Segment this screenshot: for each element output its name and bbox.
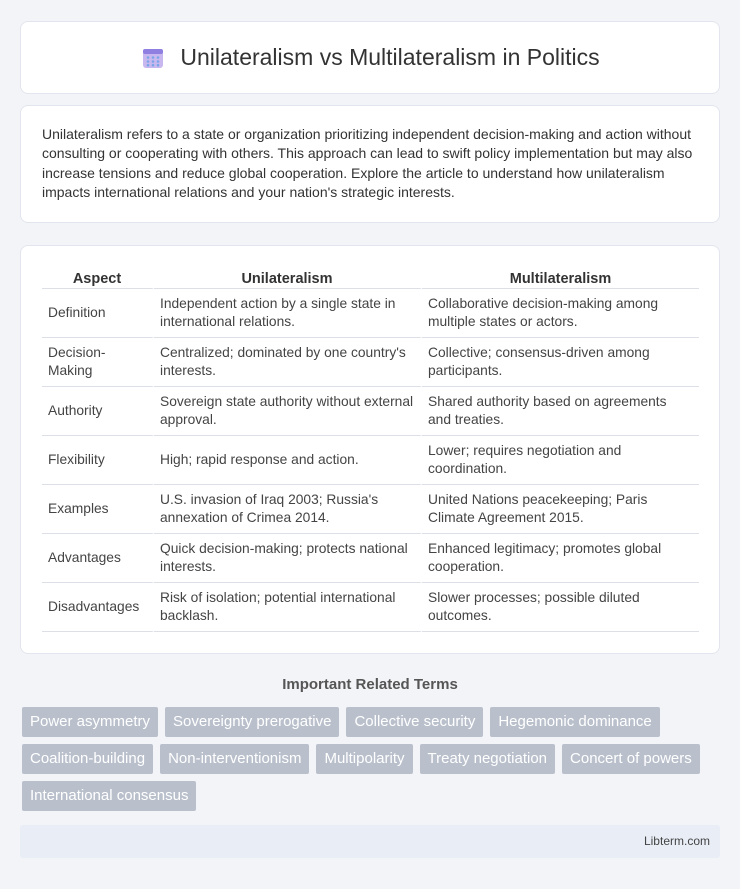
column-header-unilateralism: Unilateralism <box>154 264 422 289</box>
aspect-cell: Definition <box>42 289 154 338</box>
table-row <box>42 387 699 436</box>
aspect-cell: Disadvantages <box>42 583 154 632</box>
column-header-multilateralism: Multilateralism <box>422 264 699 289</box>
multilateralism-cell: Lower; requires negotiation and coordination. <box>422 436 699 485</box>
comparison-table-card <box>20 245 720 654</box>
table-row <box>42 583 699 632</box>
title-card <box>20 21 720 94</box>
multilateralism-cell: United Nations peacekeeping; Paris Climate Agreement 2015. <box>422 485 699 534</box>
related-term-tag[interactable]: International consensus <box>22 781 196 811</box>
related-terms-list <box>22 707 722 811</box>
aspect-cell: Flexibility <box>42 436 154 485</box>
related-terms-heading: Important Related Terms <box>282 676 458 693</box>
table-row <box>42 338 699 387</box>
unilateralism-cell: Centralized; dominated by one country's interests. <box>154 338 422 387</box>
related-term-tag[interactable]: Multipolarity <box>316 744 412 774</box>
multilateralism-cell: Enhanced legitimacy; promotes global cooperation. <box>422 534 699 583</box>
intro-paragraph: Unilateralism refers to a state or organization prioritizing independent decision-making and action without consulting or cooperating with others. This approach can lead to swift policy implementation but may also increase tensions and reduce global cooperation. Explore the article to understand how unilateralism impacts international relations and your nation's strategic interests. <box>42 126 693 201</box>
multilateralism-cell: Slower processes; possible diluted outcomes. <box>422 583 699 632</box>
comparison-table <box>42 264 699 632</box>
calendar-grid-icon <box>140 45 166 71</box>
table-row <box>42 534 699 583</box>
unilateralism-cell: U.S. invasion of Iraq 2003; Russia's annexation of Crimea 2014. <box>154 485 422 534</box>
multilateralism-cell: Shared authority based on agreements and treaties. <box>422 387 699 436</box>
aspect-cell: Examples <box>42 485 154 534</box>
footer-site-link[interactable]: Libterm.com <box>643 834 710 848</box>
page-title: Unilateralism vs Multilateralism in Politics <box>180 44 600 70</box>
aspect-cell: Advantages <box>42 534 154 583</box>
unilateralism-cell: Independent action by a single state in international relations. <box>154 289 422 338</box>
multilateralism-cell: Collaborative decision-making among multiple states or actors. <box>422 289 699 338</box>
unilateralism-cell: Risk of isolation; potential international backlash. <box>154 583 422 632</box>
table-row <box>42 485 699 534</box>
table-row <box>42 436 699 485</box>
table-header-row <box>42 264 699 289</box>
related-term-tag[interactable]: Collective security <box>346 707 483 737</box>
aspect-cell: Decision-Making <box>42 338 154 387</box>
related-term-tag[interactable]: Concert of powers <box>562 744 700 774</box>
related-term-tag[interactable]: Hegemonic dominance <box>490 707 659 737</box>
multilateralism-cell: Collective; consensus-driven among participants. <box>422 338 699 387</box>
related-term-tag[interactable]: Coalition-building <box>22 744 153 774</box>
related-term-tag[interactable]: Sovereignty prerogative <box>165 707 339 737</box>
related-term-tag[interactable]: Treaty negotiation <box>420 744 556 774</box>
unilateralism-cell: Quick decision-making; protects national interests. <box>154 534 422 583</box>
column-header-aspect: Aspect <box>42 264 154 289</box>
aspect-cell: Authority <box>42 387 154 436</box>
footer <box>20 825 720 858</box>
related-term-tag[interactable]: Non-interventionism <box>160 744 309 774</box>
unilateralism-cell: High; rapid response and action. <box>154 436 422 485</box>
table-row <box>42 289 699 338</box>
intro-card <box>20 105 720 223</box>
related-term-tag[interactable]: Power asymmetry <box>22 707 158 737</box>
unilateralism-cell: Sovereign state authority without external approval. <box>154 387 422 436</box>
